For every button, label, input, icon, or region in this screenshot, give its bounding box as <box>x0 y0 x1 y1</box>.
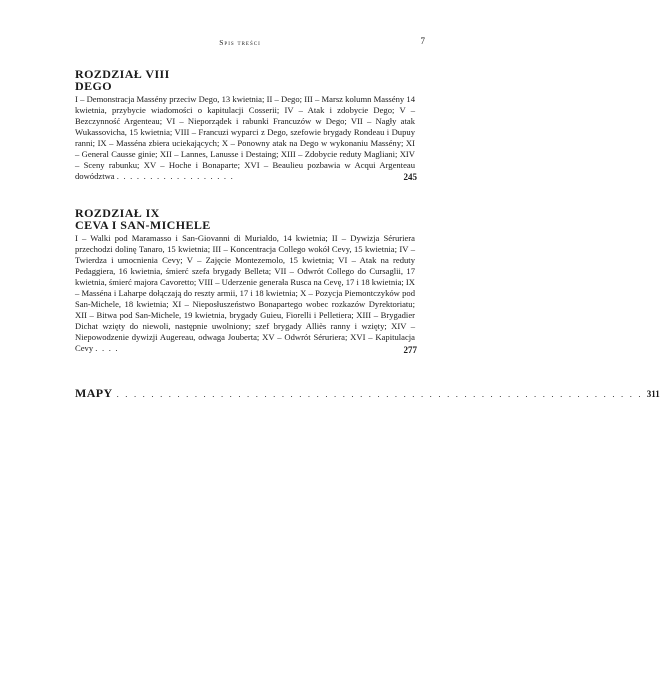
dot-leader: . . . . . . . . . . . . . . . . . . . . . . . . . . . . . . . . . . . . . . . . . . . . . . . . . . . . . . . . . . . . . <box>116 389 643 399</box>
page-number: 7 <box>420 36 425 46</box>
chapter-viii <box>75 68 415 182</box>
chapter-page-number: 277 <box>403 344 417 355</box>
maps-entry <box>75 386 660 400</box>
chapter-title: ROZDZIAŁ IX <box>75 206 160 220</box>
maps-page-number: 311 <box>646 389 660 399</box>
chapter-subtitle: CEVA I SAN-MICHELE <box>75 218 211 232</box>
running-head: Spis treści <box>219 38 261 47</box>
chapter-title: ROZDZIAŁ VIII <box>75 67 170 81</box>
chapter-contents-text: I – Walki pod Maramasso i San-Giovanni di Murialdo, 14 kwietnia; II – Dywizja Sérurierа przechodzi dolinę Tanaro, 15 kwietnia; III – Koncentracja Collego wokół Cevy, 15 kwietnia; IV – Twierdza i umocnienia Cevy; V – Zajęcie Montezemolo, 15 kwietnia; VI – Atak na reduty Pedaggiera, 16 kwietnia, śmierć szefa brygady Belleta; VII – Odwrót Collego do Cursaglii, 17 kwietnia, śmierć majora Cavoretto; VIII – Uderzenie generała Rusca na Cevę, 17 i 18 kwietnia; IX – Masséna i Laharpe dołączają do reszty armii, 17 i 18 kwietnia; X – Pozycja Piemontczyków pod San-Michele, 18 kwietnia; XI – Nieposłuszeństwo Bonapartego wobec rozkazów Dyrektoriatu; XII – Bitwa pod San-Michele, 19 kwietnia, brygady Guieu, Fiorelli i Pelletiera; XIII – Brygadier Dichat wzięty do niewoli, następnie uwolniony; szef brygady Alliès ranny i wzięty; XIV – Niepowodzenie dywizji Augereau, odwaga Jouberta; XV – Odwrót Sérurierа; XVI – Kapitulacja Cevy <box>75 233 415 354</box>
maps-section <box>75 386 660 400</box>
dot-leader: . . . . <box>95 343 119 354</box>
chapter-contents <box>75 94 415 182</box>
chapter-contents <box>75 233 415 355</box>
chapter-contents-text: I – Demonstracja Massény przeciw Dego, 13 kwietnia; II – Dego; III – Marsz kolumn Massény 14 kwietnia, przybycie wiadomości o kapitulacji Cosserii; IV – Atak i zdobycie Dego; V – Bezczynność Argenteau; VI – Nieporządek i rabunki Francuzów w Dego; VII – Nagły atak Wukassovicha, 15 kwietnia; VIII – Francuzi wyparci z Dego, szefowie brygady Rondeau i Dupuy ranni; IX – Masséna zbiera uciekających; X – Ponowny atak na Dego w wykonaniu Massény; XI – General Causse ginie; XII – Lannes, Lanusse i Destaing; XIII – Zdobycie reduty Magliani; XIV – Sceny rabunku; XV – Hoche i Bonaparte; XVI – Beaulieu pozbawia w Acqui Argenteau dowództwa <box>75 94 415 182</box>
chapter-page-number: 245 <box>403 172 417 183</box>
dot-leader: . . . . . . . . . . . . . . . . . . <box>116 171 234 182</box>
chapter-ix <box>75 207 415 355</box>
maps-title: MAPY <box>75 386 113 400</box>
chapter-subtitle: DEGO <box>75 79 112 93</box>
